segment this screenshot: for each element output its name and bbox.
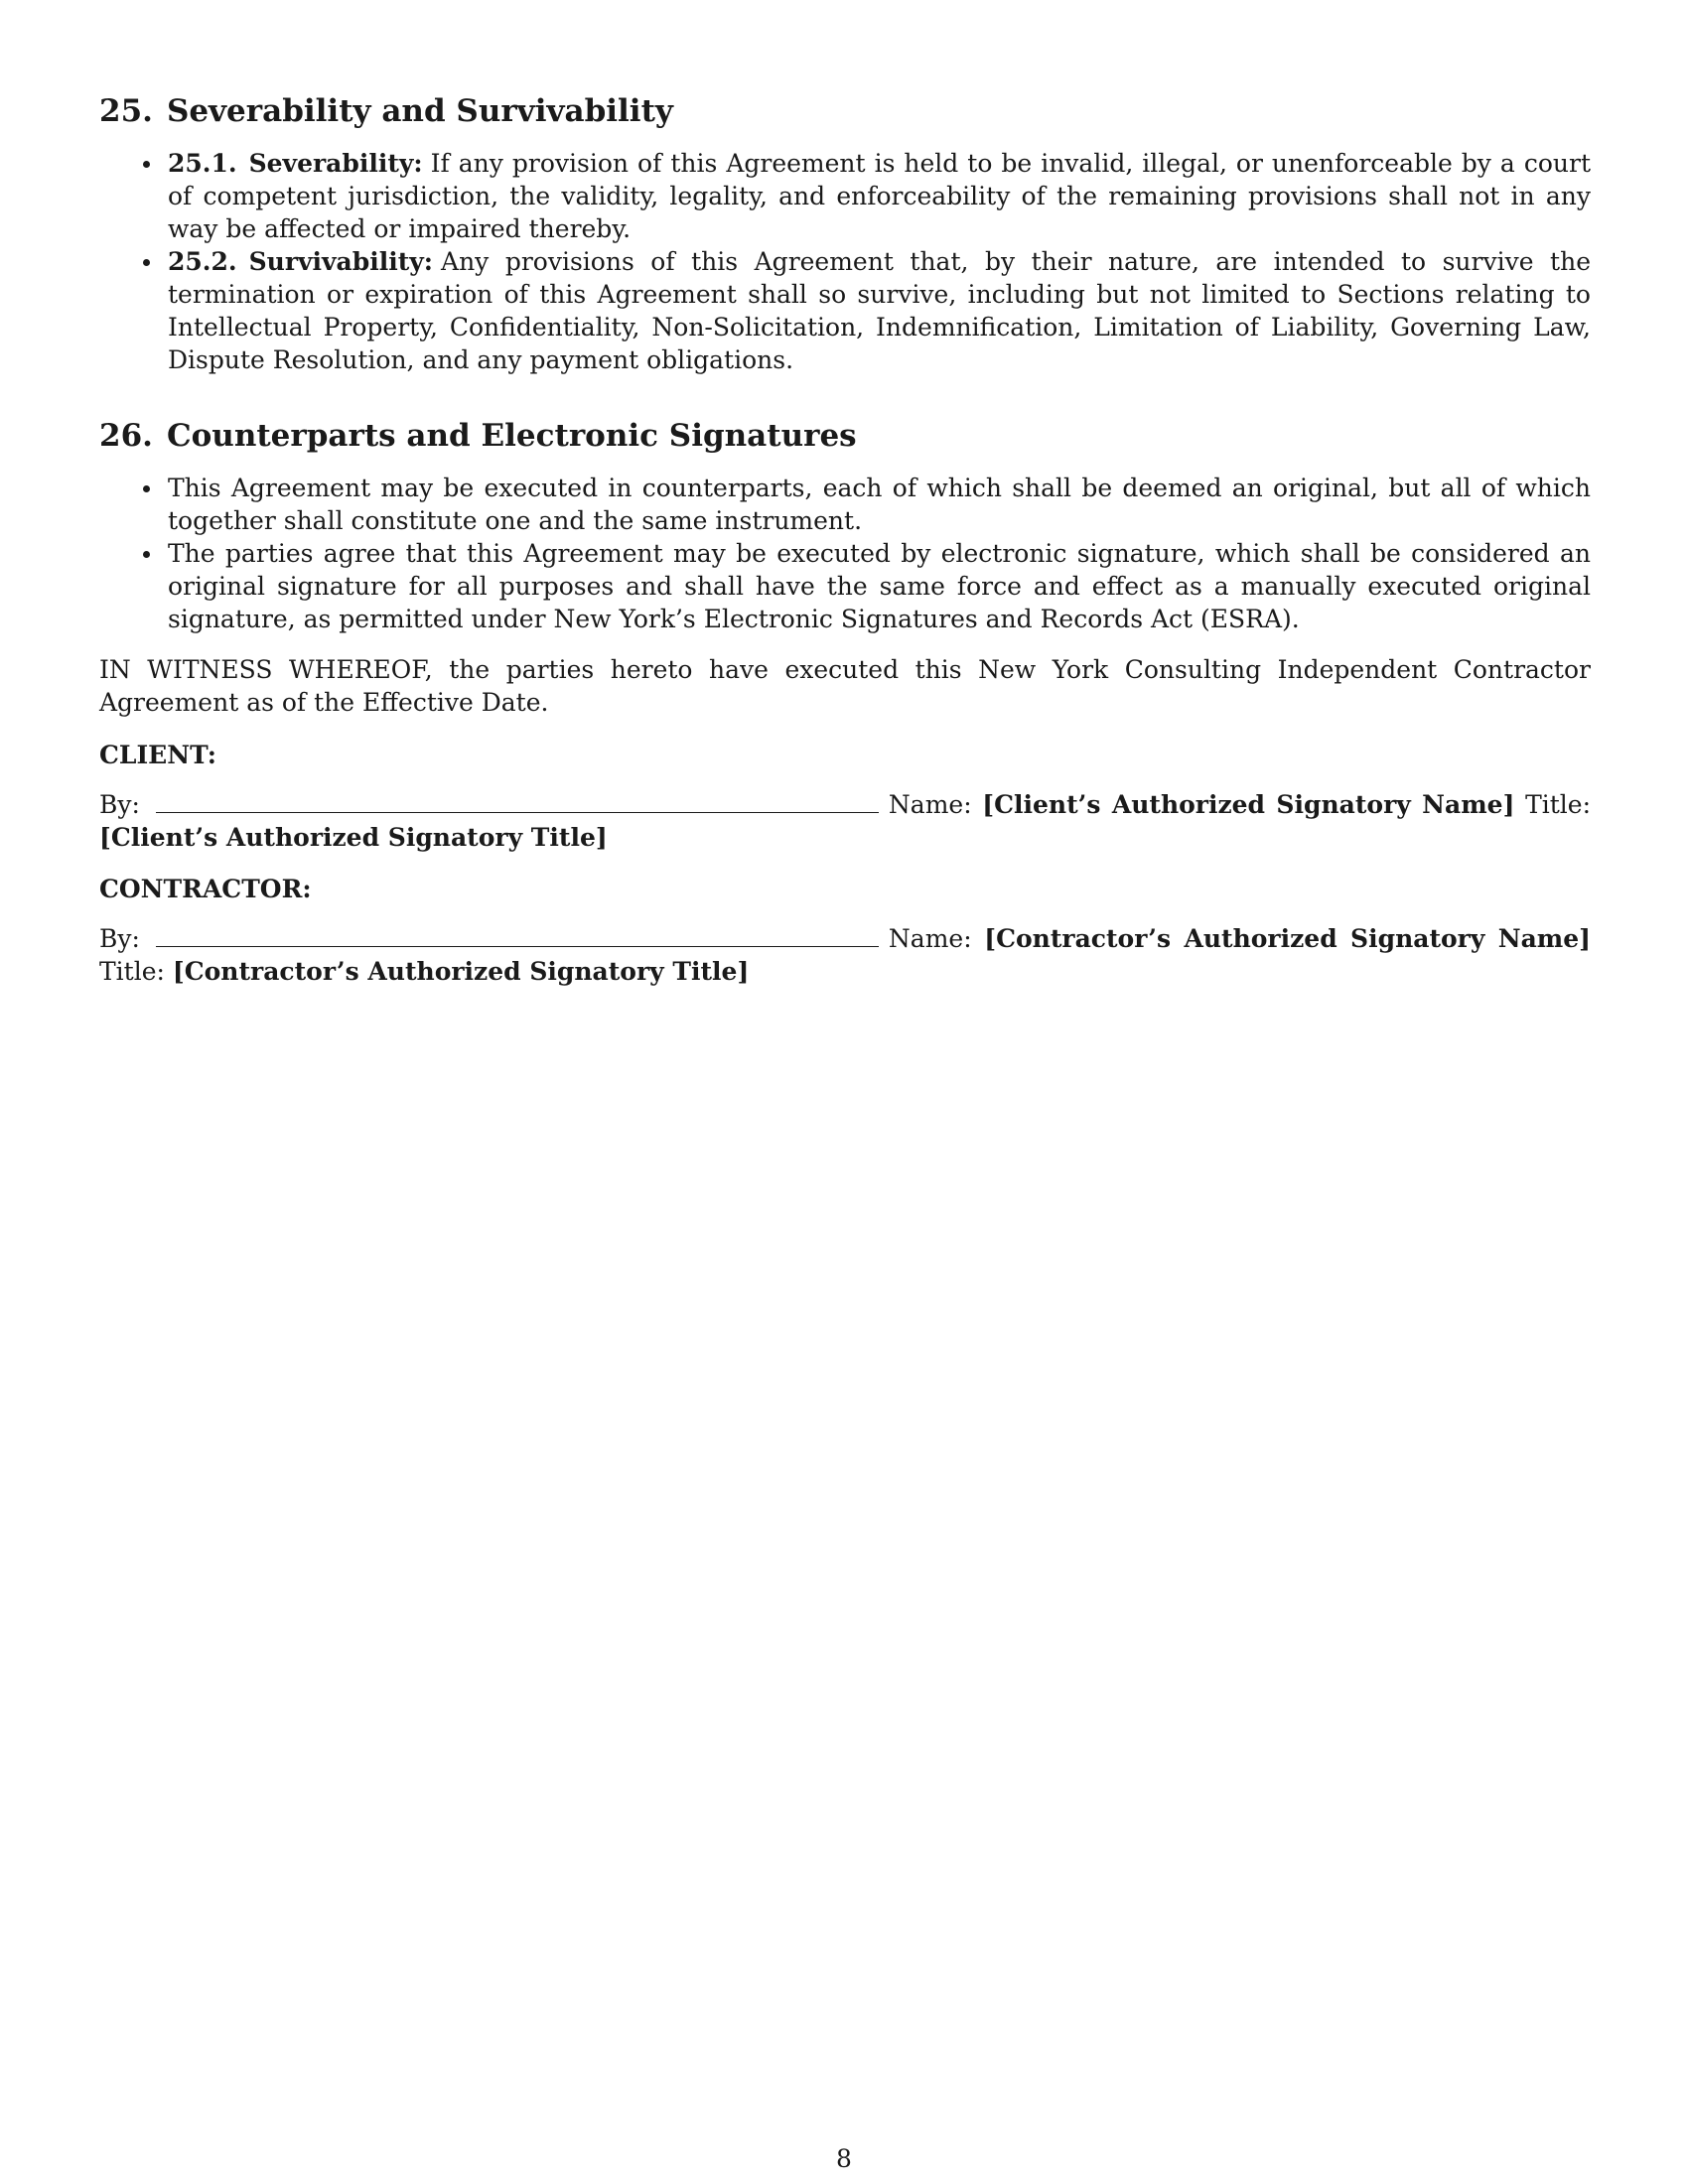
client-title-placeholder: Client’s Authorized Signatory Title	[110, 823, 596, 852]
list-item: This Agreement may be executed in counterparts, each of which shall be deemed an original, but all of which together shall constitute one and the same instrument.	[99, 472, 1591, 537]
section-25	[99, 91, 1591, 376]
contractor-name-placeholder: Contractor’s Authorized Signatory Name	[996, 924, 1580, 953]
client-name-placeholder: Client’s Authorized Signatory Name	[994, 790, 1503, 819]
section-26	[99, 416, 1591, 635]
list-item: The parties agree that this Agreement may be executed by electronic signature, which shall be considered an original signature for all purposes and shall have the same force and effect as a manually executed original signature, as permitted under New York’s Electronic Signatures and Records Act (ESRA).	[99, 537, 1591, 635]
section-list	[99, 147, 1591, 376]
client-signature-block: By: Name: [Client’s Authorized Signatory Name] Title: [Client’s Authorized Signatory Title]	[99, 790, 1591, 852]
section-heading: 26. Counterparts and Electronic Signatures	[99, 418, 857, 454]
section-list	[99, 472, 1591, 635]
list-item-survivability: 25.2. Survivability: Any provisions of this Agreement that, by their nature, are intended to survive the termination or expiration of this Agreement shall so survive, including but not limited to Sections relating to Intellectual Property, Confidentiality, Non-Solicitation, Indemnification, Limitation of Liability, Governing Law, Dispute Resolution, and any payment obligations.	[99, 245, 1591, 376]
contractor-title-placeholder: Contractor’s Authorized Signatory Title	[184, 957, 738, 986]
client-heading: CLIENT:	[99, 741, 217, 769]
contractor-signature-line[interactable]	[156, 924, 879, 947]
list-item-severability: 25.1. Severability: If any provision of this Agreement is held to be invalid, illegal, or unenforceable by a court of competent jurisdiction, the validity, legality, and enforceability of the remaining provisions shall not in any way be affected or impaired thereby.	[99, 147, 1591, 245]
section-heading: 25. Severability and Survivability	[99, 93, 673, 129]
contractor-signature-block: By: Name: [Contractor’s Authorized Signatory Name] Title: [Contractor’s Authorized Signatory Title]	[99, 924, 1592, 986]
client-signature-line[interactable]	[156, 790, 879, 813]
contractor-heading: CONTRACTOR:	[99, 875, 312, 903]
document-page	[99, 91, 1591, 1007]
page-number: 8	[836, 2144, 852, 2173]
witness-clause: IN WITNESS WHEREOF, the parties hereto have executed this New York Consulting Independent Contractor Agreement as of the Effective Date.	[99, 655, 1591, 717]
